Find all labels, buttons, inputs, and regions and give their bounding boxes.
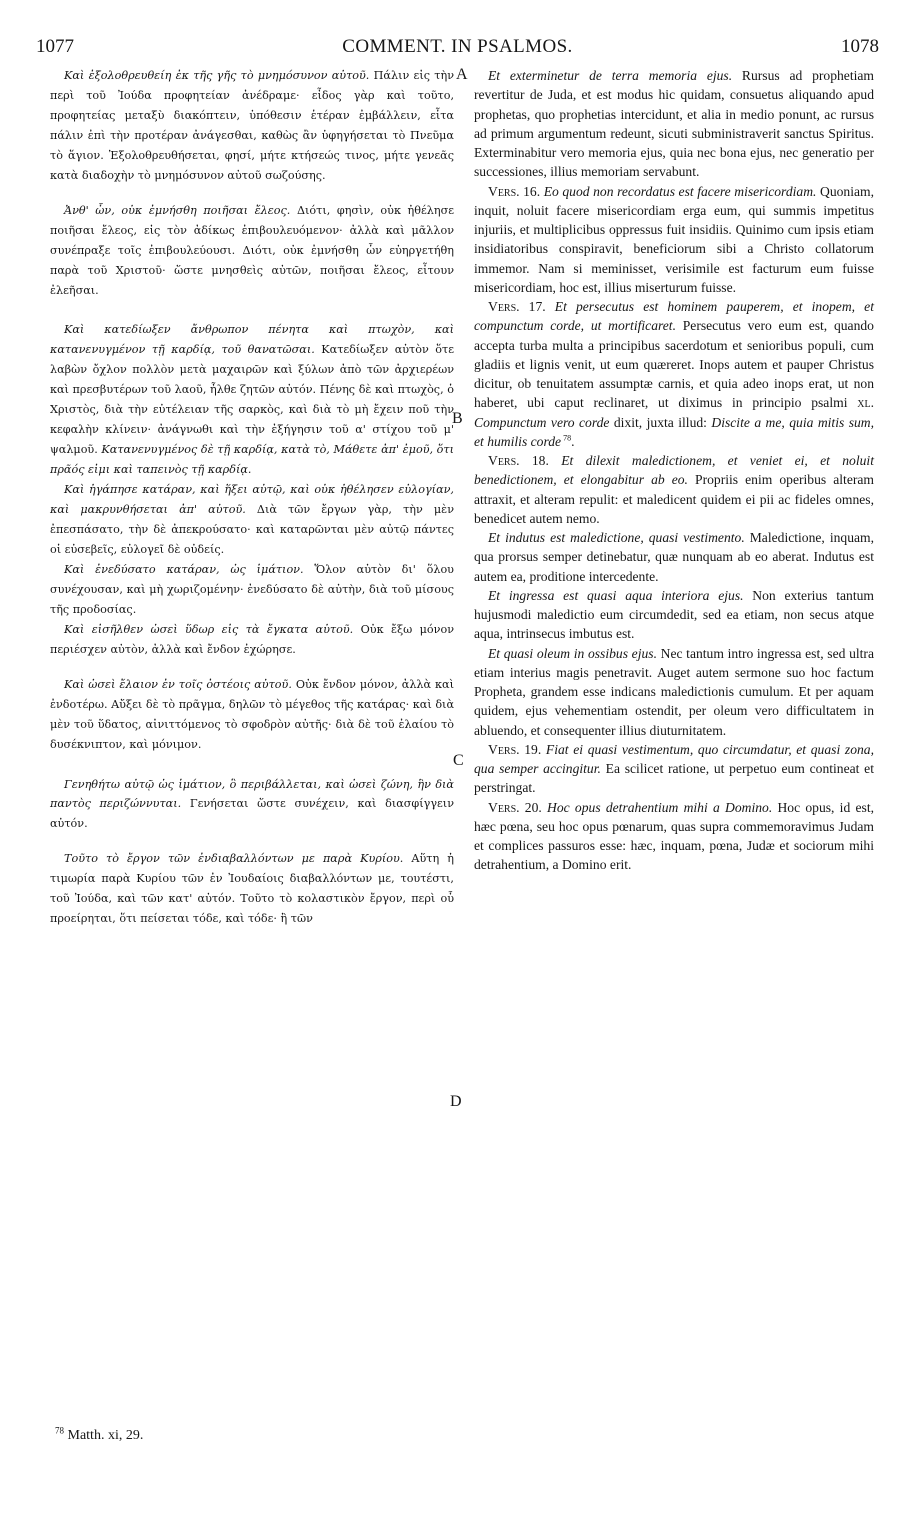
- latin-paragraph: [474, 66, 874, 182]
- commentary-text: Οὐκ ἔξω μόνον περιέσχεν αὐτὸν, ἀλλὰ καὶ ἔνδον ἐχώρησε.: [50, 622, 454, 656]
- lemma: Γενηθήτω αὐτῷ ὡς ἱμάτιον, ὃ περιβάλλεται, καὶ ὡσεὶ ζώνη, ἣν διὰ παντὸς περιζώννυται.: [50, 777, 454, 811]
- latin-column: [474, 66, 874, 875]
- greek-paragraph: [50, 201, 454, 301]
- margin-letter-c: C: [453, 752, 464, 769]
- latin-paragraph: [474, 182, 874, 298]
- commentary-text: Hoc opus, id est, hæc pœna, seu hoc opus pœnarum, quas supra commemoravimus Judam et complices passuros esse: hæc, inquam, pœna, Judæ et sociorum mihi detrahentium, a Domino erit.: [474, 799, 874, 873]
- commentary-text: Πάλιν εἰς τὴν περὶ τοῦ Ἰούδα προφητείαν ἀνέδραμε· εἶδος γὰρ καὶ τοῦτο, προφητείας μεταξὺ διακόπτειν, ὑπόθεσιν ἑτέραν ἐμβάλλειν, εἶτα πάλιν ἐπὶ τὴν προτέραν ἀνάγεσθαι, καθὼς ἂν ὑφηγήσεται τὸ Πνεῦμα τὸ ἅγιον. Ἐξολοθρευθήσεται, φησί, μήτε κτήσεώς τινος, μήτε γενεᾶς κατὰ διαδοχὴν τὸ μνημόσυνον αὐτοῦ σωζούσης.: [50, 69, 454, 182]
- commentary-text: Maledictione, inquam, qua prorsus semper detinebatur, quæ nunquam ab eo aberat. Indutus est autem ea, proditione intercedente.: [474, 530, 874, 584]
- commentary-text: Αὕτη ἡ τιμωρία παρὰ Κυρίου τῶν ἐν Ἰουδαίοις διαβαλλόντων με, τουτέστι, τοῦ Ἰούδα, καὶ τῶν κατ' αὐτόν. Τοῦτο τὸ κολαστικὸν ἔργον, περὶ οὗ προείρηται, ὅτι πείσεται τόδε, καὶ τόδε· ἢ τῶν: [50, 852, 454, 926]
- commentary-text: Κατεδίωξεν αὐτὸν ὅτε λαβὼν ὄχλον πολλὸν μετὰ μαχαιρῶν καὶ ξύλων ἀπὸ τῶν ἀρχιερέων καὶ πρεσβυτέρων τοῦ λαοῦ, ἦλθε ζητῶν αὐτόν. Πένης δὲ καὶ πτωχὸς, ὁ Χριστὸς, διὰ τὴν εὐτέλειαν τῆς σαρκὸς, καὶ διὰ τὸ μὴ ἔχειν ποῦ τὴν κεφαλὴν κλίνειν· ἀνάγνωθι καὶ τὴν ἐξήγησιν τοῦ α' στίχου τοῦ μ' ψαλμοῦ.: [50, 343, 454, 457]
- commentary-text: Non exterius tantum hujusmodi maledictio eum circumdedit, sed ea etiam, non secus atque aqua, intrinsecus imbutus est.: [474, 587, 874, 642]
- verse-number: Vers. 20.: [488, 799, 542, 815]
- verse-number: Vers. 19.: [488, 741, 542, 757]
- lemma: Fiat ei quasi vestimentum, quo circumdatur, et quasi zona, qua semper accingitur.: [474, 741, 874, 776]
- greek-paragraph: [50, 620, 454, 660]
- latin-paragraph: [474, 451, 874, 528]
- commentary-text: Nec tantum intro ingressa est, sed ultra etiam interius magis penetravit. Auget autem sermone suo hoc factum Propheta, grandem esse indicans maledictionis cumulum. Et per aquam quidem, ejus vehementiam ostendit, per oleum vero difficultatem in abluendo, et consequenter illius diuturnitatem.: [474, 645, 874, 738]
- latin-paragraph: [474, 798, 874, 875]
- lemma: Eo quod non recordatus est facere misericordiam.: [543, 183, 817, 199]
- page-number-left: 1077: [36, 36, 74, 57]
- commentary-text: Persecutus vero eum est, quando accepta turba multa a principibus sacerdotum et senioribus populi, cum gladiis et lignis venit, ut eum quæreret. Inops autem et pauper Christus dicitur, ob tenuitatem assumptæ carnis, et quia adeo inops erat, ut non haberet, ubi caput reclinaret, ut diximus in principio psalmi: [474, 318, 874, 411]
- footnote: [55, 1425, 144, 1444]
- lemma: Ἀνθ' ὧν, οὐκ ἐμνήσθη ποιῆσαι ἔλεος.: [64, 203, 291, 217]
- lemma: Κατανενυγμένος δὲ τῇ καρδίᾳ, κατὰ τὸ, Μάθετε ἀπ' ἐμοῦ, ὅτι πρᾶός εἰμι καὶ ταπεινὸς τῇ καρδίᾳ.: [50, 443, 454, 477]
- commentary-text: Ὅλον αὐτὸν δι' ὅλου συνέχουσαν, καὶ μὴ χωριζομένην· ἐνεδύσατο δὲ αὐτὴν, διὰ τοῦ μίσους τῆς προδοσίας.: [50, 562, 454, 616]
- lemma: Et persecutus est hominem pauperem, et inopem, et compunctum corde, ut mortificaret.: [474, 299, 874, 334]
- page-number-right: 1078: [841, 36, 879, 57]
- lemma: Καὶ ἠγάπησε κατάραν, καὶ ἥξει αὐτῷ, καὶ οὐκ ἠθέλησεν εὐλογίαν, καὶ μακρυνθήσεται ἀπ' αὐτοῦ.: [50, 483, 454, 517]
- greek-paragraph: [50, 560, 454, 620]
- latin-paragraph: [474, 586, 874, 644]
- commentary-text: Γενήσεται ὥστε συνέχειν, καὶ διασφίγγειν αὐτόν.: [50, 797, 454, 831]
- lemma: Καὶ ὡσεὶ ἔλαιον ἐν τοῖς ὀστέοις αὐτοῦ.: [64, 677, 292, 691]
- margin-letter-a: A: [456, 66, 468, 83]
- commentary-text: Οὐκ ἔνδον μόνον, ἀλλὰ καὶ ἐνδοτέρω. Αὔξει δὲ τὸ πρᾶγμα, δηλῶν τὸ μέγεθος τῆς κατάρας· καὶ διὰ μὲν τοῦ ὕδατος, αἰνιττόμενος τὸ σφοδρὸν αὐτῆς· διὰ δὲ τοῦ ἐλαίου τὸ δυσέκνιπτον, καὶ μόνιμον.: [50, 677, 454, 751]
- greek-column: [50, 66, 454, 929]
- greek-paragraph: [50, 320, 454, 480]
- commentary-text: Διότι, φησὶν, οὐκ ἠθέλησε ποιῆσαι ἔλεος, εἰς τὸν ἀδίκως ἐπιβουλευόμενον· ἀλλὰ καὶ μᾶλλον συνέπραξε τοῖς ἐπιβουλεύουσι. Διότι, οὐκ ἐμνήσθη ὧν εὐηργετήθη παρὰ τοῦ Χριστοῦ· ὥστε μνησθεὶς αὐτῶν, ποιῆσαι ἔλεος, εἶτουν ἐλεῆσαι.: [50, 203, 455, 297]
- latin-paragraph: [474, 297, 874, 451]
- verse-number: Vers. 17.: [488, 299, 546, 314]
- commentary-text: Quoniam, inquit, noluit facere misericordiam erga eum, qui summis impetitus injuriis, et multiplicibus oppressus fuit insidiis. Quinimo cum ipsis etiam insidiatoribus conspiravit, beneficiorum sibi a Christo collatorum immemor. Nam si meminisset, verisimile est facturum eum fuisse misericordiam, hoc est, illius miserturum fuisse.: [474, 183, 874, 295]
- lemma: Compunctum vero corde: [474, 414, 610, 430]
- greek-paragraph: [50, 66, 454, 186]
- lemma: Et ingressa est quasi aqua interiora ejus.: [488, 587, 744, 603]
- footnote-ref: 78: [561, 433, 572, 443]
- verse-number: xl.: [857, 395, 874, 411]
- lemma: Et quasi oleum in ossibus ejus.: [488, 645, 657, 661]
- lemma: Discite a me, quia mitis sum, et humilis corde: [474, 414, 874, 449]
- lemma: Et indutus est maledictione, quasi vestimento.: [488, 530, 745, 545]
- greek-paragraph: [50, 775, 454, 835]
- greek-paragraph: [50, 849, 454, 929]
- latin-paragraph: [474, 740, 874, 798]
- greek-paragraph: [50, 675, 454, 755]
- lemma: Hoc opus detrahentium mihi a Domino.: [547, 799, 773, 815]
- lemma: Καὶ κατεδίωξεν ἄνθρωπον πένητα καὶ πτωχὸν, καὶ κατανενυγμένον τῇ καρδίᾳ, τοῦ θανατῶσαι.: [50, 323, 454, 357]
- verse-number: Vers. 18.: [488, 453, 549, 468]
- running-title: COMMENT. IN PSALMOS.: [342, 36, 573, 57]
- lemma: Καὶ ἐξολοθρευθείη ἐκ τῆς γῆς τὸ μνημόσυνον αὐτοῦ.: [64, 69, 370, 82]
- latin-paragraph: [474, 644, 874, 740]
- margin-letter-d: D: [450, 1093, 462, 1110]
- footnote-mark: 78: [55, 1425, 64, 1436]
- commentary-text: Rursus ad prophetiam revertitur de Juda, et est modus hic quidam, consuetus aliquando apud prophetas, quo prophetias intercidunt, et alia in medio ponunt, ac rursus ad primum argumentum redeunt, sicuti subministraverit sanctus Spiritus. Exterminabitur vero memoria ejus, quia nec bona ejus, nec generatio per successiones, illius memoriam servabunt.: [474, 68, 874, 180]
- commentary-text: [546, 299, 555, 314]
- page-header: [36, 36, 879, 62]
- verse-number: Vers. 16.: [488, 183, 541, 199]
- lemma: Καὶ ἐνεδύσατο κατάραν, ὡς ἱμάτιον.: [64, 562, 304, 576]
- commentary-text: [549, 453, 561, 468]
- greek-paragraph: [50, 480, 454, 560]
- commentary-text: dixit, juxta illud:: [609, 414, 712, 430]
- commentary-text: .: [571, 433, 575, 449]
- latin-paragraph: [474, 528, 874, 586]
- commentary-text: Διὰ τῶν ἔργων γὰρ, τὴν μὲν ἐπεσπάσατο, τὴν δὲ ἀπεκρούσατο· καὶ καταρῶνται μὲν αὐτῷ πάντες οἱ εὐσεβεῖς, εὐλογεῖ δὲ οὐδείς.: [50, 503, 454, 556]
- footnote-text: Matth. xi, 29.: [67, 1428, 144, 1443]
- commentary-text: Ea scilicet ratione, ut perpetuo eum contineat et perstringat.: [474, 761, 874, 796]
- margin-letter-b: B: [452, 410, 463, 427]
- lemma: Τοῦτο τὸ ἔργον τῶν ἐνδιαβαλλόντων με παρὰ Κυρίου.: [64, 852, 404, 866]
- lemma: Et exterminetur de terra memoria ejus.: [488, 68, 733, 83]
- lemma: Καὶ εἰσῆλθεν ὡσεὶ ὕδωρ εἰς τὰ ἔγκατα αὐτοῦ.: [64, 622, 354, 636]
- commentary-text: Propriis enim operibus alteram attraxit, et alteram repulit: et maledicent quidem ei pii ac fideles omnes, benedicet autem nemo.: [474, 472, 874, 526]
- lemma: Et dilexit maledictionem, et veniet ei, et noluit benedictionem, et elongabitur ab eo.: [474, 453, 874, 488]
